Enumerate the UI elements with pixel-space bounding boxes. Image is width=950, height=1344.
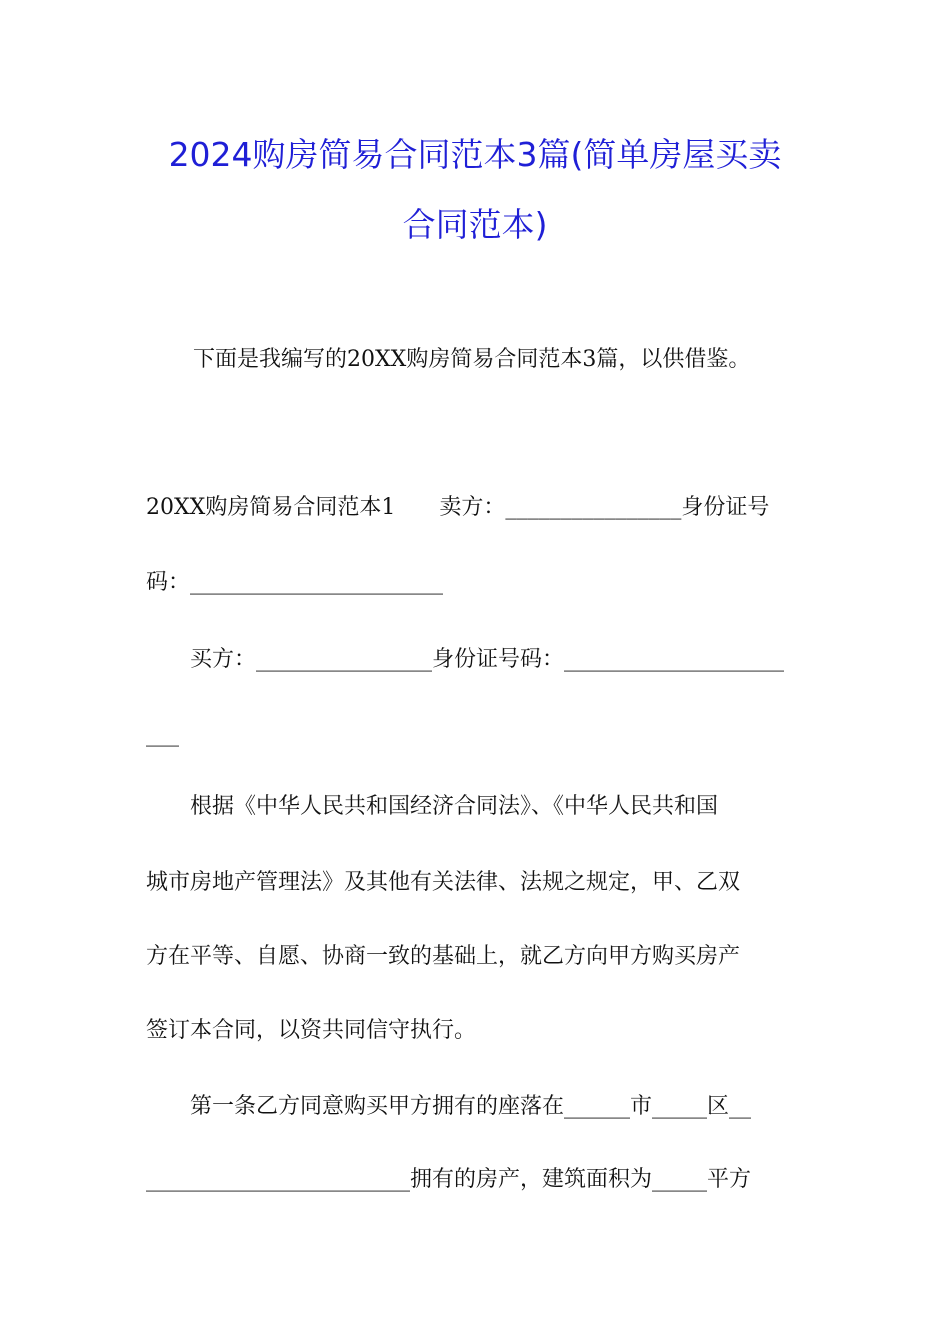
text-line: 买方：________________身份证号码：____________________ bbox=[146, 647, 785, 672]
text-line: 根据《中华人民共和国经济合同法》、《中华人民共和国 bbox=[146, 794, 719, 819]
document-title-line-2: 合同范本) bbox=[402, 205, 548, 244]
text-line: 码：_______________________ bbox=[146, 570, 444, 595]
text-line: ___ bbox=[146, 722, 179, 747]
text-line: 第一条乙方同意购买甲方拥有的座落在______市_____区__ bbox=[146, 1094, 752, 1119]
text-line: 20XX购房简易合同范本1 卖方：________________身份证号 bbox=[146, 495, 770, 520]
text-line: 城市房地产管理法》及其他有关法律、法规之规定，甲、乙双 bbox=[146, 870, 741, 895]
text-line: ________________________拥有的房产，建筑面积为_____平方 bbox=[146, 1167, 752, 1192]
text-line: 签订本合同，以资共同信守执行。 bbox=[146, 1018, 477, 1043]
text-line: 方在平等、自愿、协商一致的基础上，就乙方向甲方购买房产 bbox=[146, 944, 741, 969]
intro-paragraph: 下面是我编写的20XX购房简易合同范本3篇，以供借鉴。 bbox=[193, 347, 751, 372]
document-title-line-1: 2024购房简易合同范本3篇(简单房屋买卖 bbox=[168, 135, 782, 174]
